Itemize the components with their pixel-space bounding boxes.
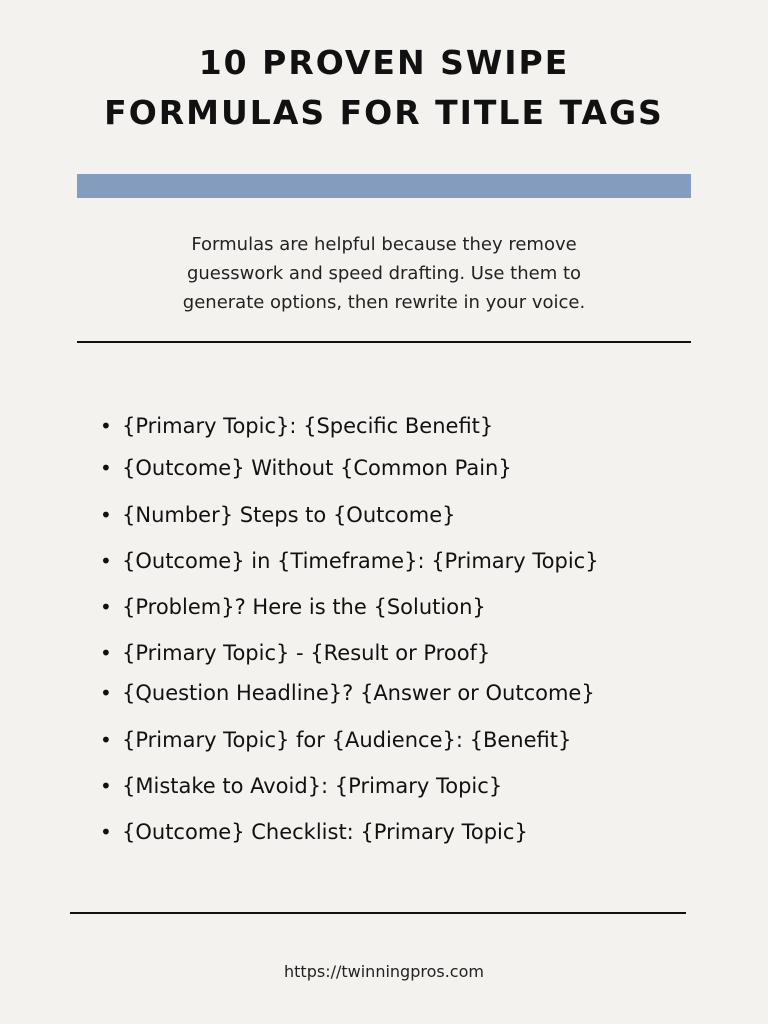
formula-text: {Mistake to Avoid}: {Primary Topic} — [122, 774, 503, 798]
formula-item-3 — [100, 495, 456, 535]
formula-text: {Number} Steps to {Outcome} — [122, 503, 456, 527]
bullet-icon: • — [100, 681, 112, 705]
divider-top — [77, 341, 691, 343]
formula-text: {Outcome} in {Timeframe}: {Primary Topic} — [122, 549, 599, 573]
intro-line-1: Formulas are helpful because they remove — [191, 234, 577, 255]
formula-item-1 — [100, 406, 493, 446]
bullet-icon: • — [100, 728, 112, 752]
accent-bar — [77, 174, 691, 198]
formula-text: {Outcome} Without {Common Pain} — [122, 456, 512, 480]
bullet-icon: • — [100, 503, 112, 527]
footer-url: https://twinningpros.com — [284, 962, 484, 981]
intro-paragraph — [100, 230, 668, 317]
divider-bottom — [70, 912, 686, 914]
formula-item-2 — [100, 448, 512, 488]
bullet-icon: • — [100, 595, 112, 619]
title-line-1: 10 PROVEN SWIPE — [198, 43, 570, 82]
formula-item-10 — [100, 812, 528, 852]
formula-text: {Primary Topic} for {Audience}: {Benefit} — [122, 728, 572, 752]
intro-line-2: guesswork and speed drafting. Use them to — [186, 263, 582, 284]
formula-text: {Primary Topic}: {Specific Benefit} — [122, 414, 494, 438]
formula-item-6 — [100, 633, 490, 673]
formula-item-5 — [100, 587, 486, 627]
formula-text: {Problem}? Here is the {Solution} — [122, 595, 486, 619]
bullet-icon: • — [100, 774, 112, 798]
formula-item-7 — [100, 673, 595, 713]
bullet-icon: • — [100, 820, 112, 844]
formula-text: {Question Headline}? {Answer or Outcome} — [122, 681, 595, 705]
bullet-icon: • — [100, 456, 112, 480]
bullet-icon: • — [100, 414, 112, 438]
formula-item-4 — [100, 541, 599, 581]
title-line-2: FORMULAS FOR TITLE TAGS — [104, 93, 664, 132]
bullet-icon: • — [100, 641, 112, 665]
page-title — [0, 38, 768, 138]
formula-item-9 — [100, 766, 502, 806]
intro-line-3: generate options, then rewrite in your voice. — [182, 292, 586, 313]
formula-item-8 — [100, 720, 571, 760]
formula-text: {Primary Topic} - {Result or Proof} — [122, 641, 491, 665]
formula-text: {Outcome} Checklist: {Primary Topic} — [122, 820, 528, 844]
bullet-icon: • — [100, 549, 112, 573]
